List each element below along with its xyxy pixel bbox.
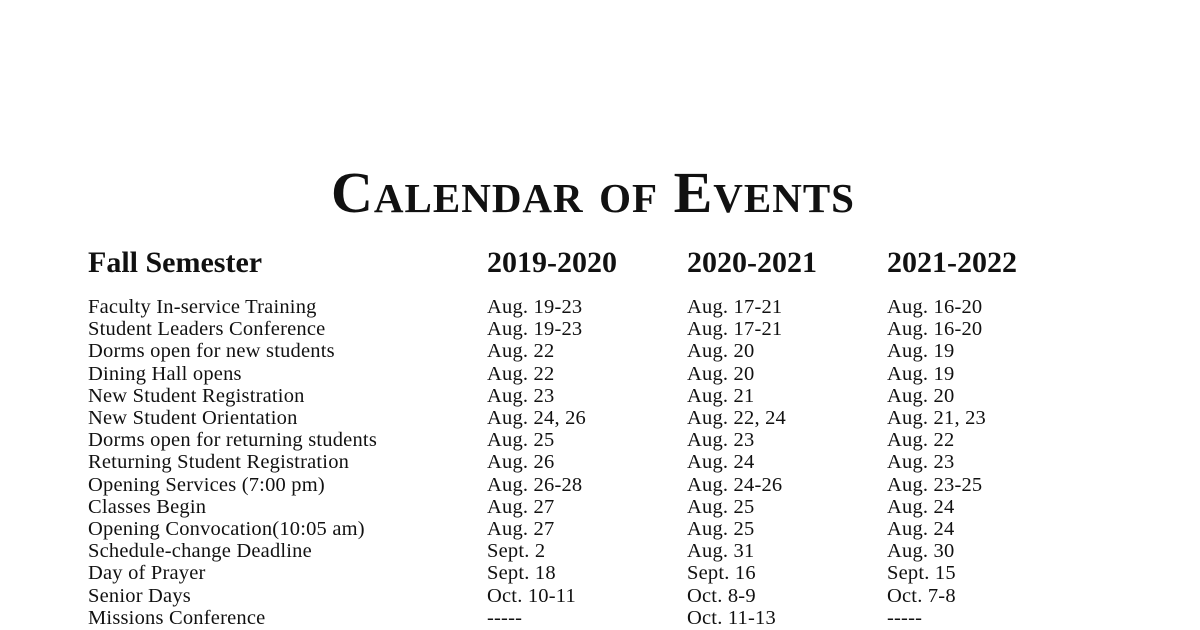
date-2019-2020: Aug. 19-23 <box>487 318 583 341</box>
date-2019-2020: Aug. 26 <box>487 451 555 474</box>
date-2021-2022: Aug. 20 <box>887 384 955 407</box>
event-name: Opening Convocation(10:05 am) <box>88 517 365 540</box>
date-2019-2020: Oct. 10-11 <box>487 584 576 607</box>
page-title: Calendar of Events <box>331 160 855 225</box>
event-name: Opening Services (7:00 pm) <box>88 473 325 496</box>
year-heading-2019-2020: 2019-2020 <box>487 246 617 279</box>
date-2020-2021: Aug. 31 <box>687 540 755 563</box>
date-2019-2020: Aug. 27 <box>487 517 555 540</box>
year-heading-2021-2022: 2021-2022 <box>887 246 1017 279</box>
event-name: Missions Conference <box>88 606 266 629</box>
event-name: Faculty In-service Training <box>88 296 317 319</box>
date-2019-2020: Aug. 25 <box>487 429 555 452</box>
date-2019-2020: Aug. 22 <box>487 362 555 385</box>
date-2021-2022: Aug. 19 <box>887 362 955 385</box>
table-header-row <box>88 241 1188 285</box>
date-2019-2020: ----- <box>487 606 523 629</box>
date-2019-2020: Aug. 24, 26 <box>487 407 587 430</box>
date-2021-2022: Aug. 19 <box>887 340 955 363</box>
date-2021-2022: Aug. 24 <box>887 517 955 540</box>
table-row <box>88 429 1188 451</box>
date-2021-2022: Aug. 24 <box>887 495 955 518</box>
date-2020-2021: Aug. 24-26 <box>687 473 783 496</box>
date-2019-2020: Aug. 27 <box>487 495 555 518</box>
date-2021-2022: Aug. 21, 23 <box>887 407 987 430</box>
event-name: New Student Orientation <box>88 407 298 430</box>
date-2021-2022: Aug. 30 <box>887 540 955 563</box>
date-2020-2021: Aug. 20 <box>687 340 755 363</box>
table-row <box>88 363 1188 385</box>
year-heading-2020-2021: 2020-2021 <box>687 246 817 279</box>
table-row <box>88 518 1188 540</box>
date-2021-2022: Aug. 23 <box>887 451 955 474</box>
event-name: Returning Student Registration <box>88 451 350 474</box>
event-name: Day of Prayer <box>88 562 206 585</box>
table-row <box>88 496 1188 518</box>
event-name: Classes Begin <box>88 495 207 518</box>
event-name: Student Leaders Conference <box>88 318 326 341</box>
date-2019-2020: Aug. 19-23 <box>487 296 583 319</box>
date-2019-2020: Aug. 26-28 <box>487 473 583 496</box>
semester-heading: Fall Semester <box>88 246 263 279</box>
event-name: Dining Hall opens <box>88 362 242 385</box>
event-name: Senior Days <box>88 584 191 607</box>
date-2020-2021: Aug. 17-21 <box>687 296 783 319</box>
date-2021-2022: Oct. 7-8 <box>887 584 956 607</box>
date-2019-2020: Aug. 22 <box>487 340 555 363</box>
date-2019-2020: Aug. 23 <box>487 384 555 407</box>
table-row <box>88 451 1188 473</box>
table-row <box>88 385 1188 407</box>
date-2020-2021: Oct. 11-13 <box>687 606 776 629</box>
event-name: Dorms open for new students <box>88 340 335 363</box>
table-row <box>88 296 1188 318</box>
date-2020-2021: Aug. 17-21 <box>687 318 783 341</box>
date-2020-2021: Aug. 23 <box>687 429 755 452</box>
event-name: Schedule-change Deadline <box>88 540 312 563</box>
date-2021-2022: Aug. 23-25 <box>887 473 983 496</box>
table-row <box>88 474 1188 496</box>
date-2021-2022: Sept. 15 <box>887 562 956 585</box>
date-2020-2021: Aug. 25 <box>687 495 755 518</box>
table-row <box>88 318 1188 340</box>
event-name: New Student Registration <box>88 384 305 407</box>
date-2019-2020: Sept. 2 <box>487 540 546 563</box>
calendar-table <box>88 241 1188 629</box>
date-2020-2021: Oct. 8-9 <box>687 584 756 607</box>
date-2020-2021: Aug. 21 <box>687 384 755 407</box>
date-2020-2021: Aug. 20 <box>687 362 755 385</box>
event-name: Dorms open for returning students <box>88 429 377 452</box>
table-row <box>88 584 1188 606</box>
date-2021-2022: ----- <box>887 606 923 629</box>
date-2021-2022: Aug. 16-20 <box>887 318 983 341</box>
date-2020-2021: Aug. 24 <box>687 451 755 474</box>
table-row <box>88 540 1188 562</box>
table-row <box>88 562 1188 584</box>
table-row <box>88 340 1188 362</box>
date-2021-2022: Aug. 16-20 <box>887 296 983 319</box>
date-2021-2022: Aug. 22 <box>887 429 955 452</box>
date-2019-2020: Sept. 18 <box>487 562 556 585</box>
table-row <box>88 407 1188 429</box>
table-body <box>88 296 1188 629</box>
date-2020-2021: Aug. 22, 24 <box>687 407 787 430</box>
table-row <box>88 607 1188 629</box>
date-2020-2021: Aug. 25 <box>687 517 755 540</box>
date-2020-2021: Sept. 16 <box>687 562 756 585</box>
